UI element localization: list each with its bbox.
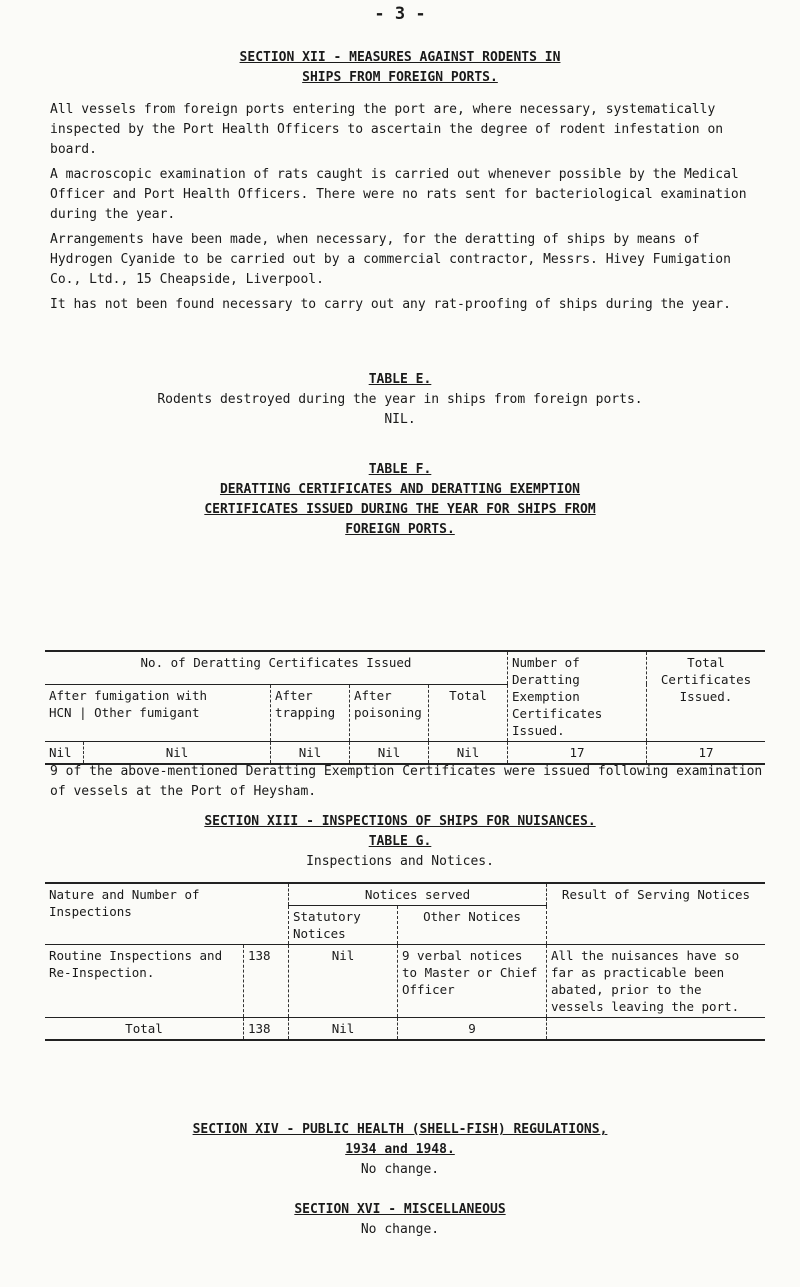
table-g-statutory-header: Statutory Notices [289,906,398,945]
table-g-cell-nature: Routine Inspections and Re-Inspection. [45,945,244,1018]
section-12-para-4: It has not been found necessary to carry out any rat-proofing of ships during the year. [50,297,731,312]
section-12-subtitle: SHIPS FROM FOREIGN PORTS. [302,70,498,85]
table-g-cell-number: 138 [244,945,289,1018]
table-f-caption-1: DERATTING CERTIFICATES AND DERATTING EXEMPTION [219,482,581,497]
table-f-fumigation-label: After fumigation with [49,687,208,703]
table-f-heading [0,460,800,540]
section-16-title: SECTION XVI - MISCELLANEOUS [294,1202,506,1217]
table-g-cell-statutory: Nil [289,945,398,1018]
table-f-cell-hcn: Nil [49,745,72,760]
table-g-cell-result: All the nuisances have so far as practicable been abated, prior to the vessels leaving the port. [547,945,766,1018]
section-14-title: SECTION XIV - PUBLIC HEALTH (SHELL-FISH) REGULATIONS, [192,1122,608,1137]
table-f-poisoning-header: After poisoning [350,684,429,741]
table-g-result-header: Result of Serving Notices [547,883,766,945]
section-12-para-3: Arrangements have been made, when necessary, for the deratting of ships by means of Hydrogen Cyanide to be carried out by a commercial contractor, Messrs. Hivey Fumigation Co., Ltd., 15 Cheapside, Liverpool. [50,232,731,287]
section-13-title: SECTION XIII - INSPECTIONS OF SHIPS FOR NUISANCES. [204,814,596,829]
table-e-value: NIL. [384,412,416,427]
table-f-note: 9 of the above-mentioned Deratting Exemption Certificates were issued following examination of vessels at the Port of Heysham. [50,764,763,799]
table-f-total-certs-header: Total Certificates Issued. [647,651,766,742]
table-g [45,882,765,1041]
table-f-cell-total-certs: 17 [647,742,766,765]
table-f-cell-total: Nil [429,742,508,765]
table-g-cell-other: 9 verbal notices to Master or Chief Officer [398,945,547,1018]
table-g-total-other: 9 [398,1018,547,1041]
section-12-para-1: All vessels from foreign ports entering the port are, where necessary, systematically inspected by the Port Health Officers to ascertain the degree of rodent infestation on board. [50,102,724,157]
table-f-total-header: Total [429,684,508,741]
table-f-cell-poisoning: Nil [350,742,429,765]
table-g-other-header: Other Notices [398,906,547,945]
table-f-caption-3: FOREIGN PORTS. [345,522,455,537]
table-g-total-number: 138 [244,1018,289,1041]
table-f-row [45,742,765,765]
table-f-hcn-label: HCN [49,704,72,720]
section-14-block [0,1120,800,1180]
table-g-notices-header: Notices served [289,883,547,906]
table-e-caption: Rodents destroyed during the year in ships from foreign ports. [157,392,643,407]
table-f-trapping-header: After trapping [271,684,350,741]
table-f-group-header: No. of Deratting Certificates Issued [45,651,508,684]
section-14-subtitle: 1934 and 1948. [345,1142,455,1157]
section-16-text: No change. [360,1222,440,1237]
table-e-title: TABLE E. [368,372,432,387]
table-f-title: TABLE F. [368,462,432,477]
table-f-cell-other: Nil [84,742,271,765]
table-g-total-label: Total [125,1021,163,1036]
section-12-heading [0,48,800,88]
table-f [45,650,765,765]
table-g-total-result [547,1018,766,1041]
section-16-block [0,1200,800,1240]
table-f-fumigation-header: After fumigation with HCN | Other fumigant [45,684,271,741]
page-number: - 3 - [374,4,426,24]
table-g-nature-header: Nature and Number of Inspections [45,883,289,945]
section-14-text: No change. [360,1162,440,1177]
section-13-heading [0,812,800,872]
table-g-total-statutory: Nil [289,1018,398,1041]
table-g-title: TABLE G. [368,834,432,849]
table-f-other-fumigant-label: Other fumigant [94,704,200,720]
table-g-row [45,945,765,1018]
table-g-total-row [45,1018,765,1041]
section-12-para-2: A macroscopic examination of rats caught is carried out whenever possible by the Medical Officer and Port Health Officers. There were no rats sent for bacteriological examination during the year. [50,167,747,222]
table-e-block [0,370,800,430]
table-f-cell-exemption: 17 [508,742,647,765]
table-f-cell-trapping: Nil [271,742,350,765]
table-f-exemption-header: Number of Deratting Exemption Certificates Issued. [508,651,647,742]
table-f-caption-2: CERTIFICATES ISSUED DURING THE YEAR FOR SHIPS FROM [204,502,596,517]
section-12-title: SECTION XII - MEASURES AGAINST RODENTS IN [239,50,561,65]
table-g-caption: Inspections and Notices. [306,854,494,869]
